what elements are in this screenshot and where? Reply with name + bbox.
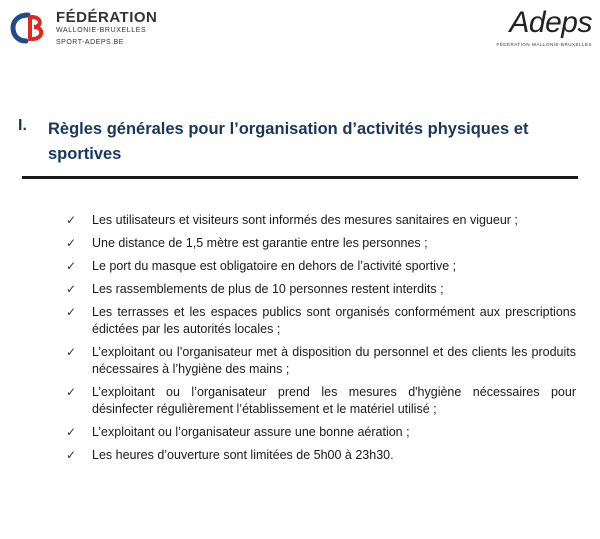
fwb-logo-icon bbox=[8, 11, 48, 45]
list-item-text: L’exploitant ou l’organisateur prend les mesures d'hygiène nécessaires pour désinfecter régulièrement l’établissement et le matériel utilisé ; bbox=[92, 385, 576, 416]
fwb-subtitle: WALLONIE-BRUXELLES bbox=[56, 27, 147, 34]
list-item-text: Les terrasses et les espaces publics sont organisés conformément aux prescriptions édictées par les autorités locales ; bbox=[92, 305, 576, 336]
list-item bbox=[66, 447, 576, 464]
check-icon: ✓ bbox=[66, 448, 77, 462]
section-heading bbox=[18, 117, 578, 167]
section-title: Règles générales pour l’organisation d’activités physiques et sportives bbox=[48, 120, 529, 163]
adeps-wordmark: Adeps bbox=[509, 6, 592, 39]
list-item-text: L’exploitant ou l’organisateur assure une bonne aération ; bbox=[92, 425, 410, 439]
check-icon: ✓ bbox=[66, 236, 77, 250]
list-item bbox=[66, 304, 576, 338]
list-item-text: Le port du masque est obligatoire en dehors de l’activité sportive ; bbox=[92, 259, 457, 273]
list-item bbox=[66, 258, 576, 275]
check-icon: ✓ bbox=[66, 259, 77, 273]
list-item bbox=[66, 281, 576, 298]
list-item bbox=[66, 424, 576, 441]
adeps-subtitle: FÉDÉRATION WALLONIE-BRUXELLES bbox=[496, 42, 592, 47]
fwb-name: FÉDÉRATION bbox=[56, 9, 158, 26]
fwb-logo bbox=[8, 10, 157, 46]
list-item-text: Une distance de 1,5 mètre est garantie entre les personnes ; bbox=[92, 236, 428, 250]
list-item-text: L’exploitant ou l’organisateur met à disposition du personnel et des clients les produits nécessaires à l’hygiène des mains ; bbox=[92, 345, 576, 376]
list-item bbox=[66, 212, 576, 229]
check-icon: ✓ bbox=[66, 345, 77, 359]
list-item-text: Les heures d’ouverture sont limitées de 5h00 à 23h30. bbox=[92, 448, 394, 462]
adeps-logo bbox=[496, 8, 592, 47]
check-icon: ✓ bbox=[66, 425, 77, 439]
section-number: I. bbox=[18, 117, 27, 134]
check-icon: ✓ bbox=[66, 282, 77, 296]
page-header bbox=[0, 0, 600, 60]
fwb-url: SPORT-ADEPS.BE bbox=[56, 39, 124, 46]
list-item-text: Les utilisateurs et visiteurs sont informés des mesures sanitaires en vigueur ; bbox=[92, 213, 518, 227]
list-item bbox=[66, 344, 576, 378]
check-icon: ✓ bbox=[66, 305, 77, 319]
list-item bbox=[66, 235, 576, 252]
list-item bbox=[66, 384, 576, 418]
list-item-text: Les rassemblements de plus de 10 personnes restent interdits ; bbox=[92, 282, 444, 296]
check-icon: ✓ bbox=[66, 385, 77, 399]
section-divider bbox=[22, 176, 578, 179]
rules-list bbox=[66, 212, 576, 470]
check-icon: ✓ bbox=[66, 213, 77, 227]
